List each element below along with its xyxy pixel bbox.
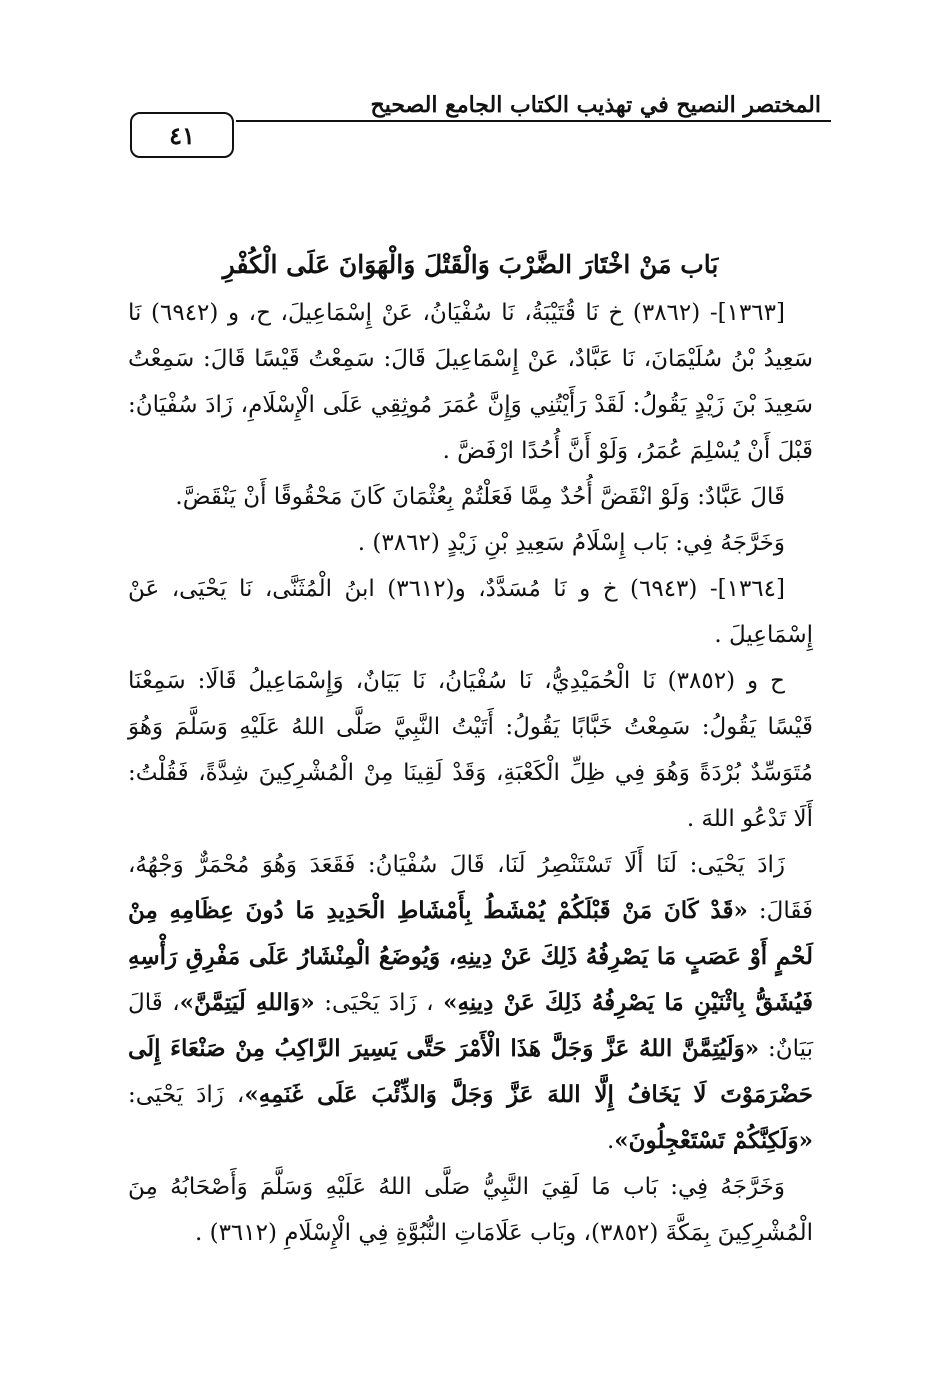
- hadith-1364-paragraph: [١٣٦٤]- (٦٩٤٣) خ و نَا مُسَدَّدٌ، و(٣٦١٢) ابنُ الْمُثَنَّى، نَا يَحْيَى، عَنْ إِسْمَاعِيلَ .: [128, 576, 813, 648]
- takhrij-1363-paragraph: وَخَرَّجَهُ فِي: بَاب إِسْلَامُ سَعِيدِ بْنِ زَيْدٍ (٣٨٦٢) .: [357, 530, 785, 556]
- takhrij-1364-paragraph: وَخَرَّجَهُ فِي: بَاب مَا لَقِيَ النَّبِيُّ صَلَّى اللهُ عَلَيْهِ وَسَلَّمَ وَأَصْحَابُهُ مِنَ الْمُشْرِكِينَ بِمَكَّةَ (٣٨٥٢)، وبَاب عَلَامَاتِ النُّبُوَّةِ فِي الْإِسْلَامِ (٣٦١٢) .: [128, 1174, 813, 1246]
- running-header-title: المختصر النصيح في تهذيب الكتاب الجامع الصحيح: [370, 92, 821, 118]
- abbad-note-paragraph: قَالَ عَبَّادٌ: وَلَوْ انْقَضَّ أُحُدٌ مِمَّا فَعَلْتُمْ بِعُثْمَانَ كَانَ مَحْقُوقًا أَنْ يَنْقَضَّ.: [175, 484, 785, 510]
- chapter-title: بَاب مَنْ اخْتَارَ الضَّرْبَ وَالْقَتْلَ وَالْهَوَانَ عَلَى الْكُفْرِ: [222, 250, 719, 279]
- page-body: [128, 240, 813, 1256]
- prophetic-quote-2: «وَاللهِ لَيَتِمَّنَّ»: [179, 989, 315, 1016]
- matn-end: .: [606, 1128, 615, 1154]
- hadith-1363-paragraph: [١٣٦٣]- (٣٨٦٢) خ نَا قُتَيْبَةُ، نَا سُفْيَانُ، عَنْ إِسْمَاعِيلَ، ح، و (٦٩٤٢) نَا سَعِيدُ بْنُ سُلَيْمَانَ، نَا عَبَّادٌ، عَنْ إِسْمَاعِيلَ قَالَ: سَمِعْتُ قَيْسًا قَالَ: سَمِعْتُ سَعِيدَ بْنَ زَيْدٍ يَقُولُ: لَقَدْ رَأَيْتُنِي وَإِنَّ عُمَرَ مُوثِقِي عَلَى الْإِسْلَامِ، زَادَ سُفْيَانُ: قَبْلَ أَنْ يُسْلِمَ عُمَرُ، وَلَوْ أَنَّ أُحُدًا ارْفَضَّ .: [128, 300, 813, 464]
- hadith-1364-matn-paragraph: [128, 842, 813, 1164]
- hadith-1364-chain-paragraph: ح و (٣٨٥٢) نَا الْحُمَيْدِيُّ، نَا سُفْيَانُ، نَا بَيَانٌ، وَإِسْمَاعِيلُ قَالَا: سَمِعْنَا قَيْسًا يَقُولُ: سَمِعْتُ خَبَّابًا يَقُولُ: أَتَيْتُ النَّبِيَّ صَلَّى اللهُ عَلَيْهِ وَسَلَّمَ وَهُوَ مُتَوَسِّدٌ بُرْدَةً وَهُوَ فِي ظِلِّ الْكَعْبَةِ، وَقَدْ لَقِينَا مِنْ الْمُشْرِكِينَ شِدَّةً، فَقُلْتُ: أَلَا تَدْعُو اللهَ .: [128, 668, 813, 832]
- matn-connector-2: ، قَالَ بَيَانٌ:: [128, 990, 813, 1062]
- page-number-box: [130, 112, 234, 158]
- matn-connector-1: ، زَادَ يَحْيَى:: [314, 990, 444, 1016]
- header-rule: [236, 120, 831, 122]
- matn-connector-3: ، زَادَ يَحْيَى:: [128, 1082, 245, 1108]
- prophetic-quote-1: «قَدْ كَانَ مَنْ قَبْلَكُمْ يُمْشَطُ بِأَمْشَاطِ الْحَدِيدِ مَا دُونَ عِظَامِهِ مِنْ لَحْمٍ أَوْ عَصَبٍ مَا يَصْرِفُهُ ذَلِكَ عَنْ دِينِهِ، وَيُوضَعُ الْمِنْشَارُ عَلَى مَفْرِقِ رَأْسِهِ فَيُشَقُّ بِاثْنَيْنِ مَا يَصْرِفُهُ ذَلِكَ عَنْ دِينِهِ»: [128, 897, 813, 1016]
- prophetic-quote-4: «وَلَكِنَّكُمْ تَسْتَعْجِلُونَ»: [614, 1127, 813, 1154]
- page-number: ٤١: [169, 120, 195, 150]
- prophetic-quote-3: «وَلَيُتِمَّنَّ اللهُ عَزَّ وَجَلَّ هَذَا الْأَمْرَ حَتَّى يَسِيرَ الرَّاكِبُ مِنْ صَنْعَاءَ إِلَى حَضْرَمَوْتَ لَا يَخَافُ إِلَّا اللهَ عَزَّ وَجَلَّ وَالذِّئْبَ عَلَى غَنَمِهِ»: [128, 1035, 813, 1108]
- matn-intro: زَادَ يَحْيَى: لَنَا أَلَا تَسْتَنْصِرُ لَنَا، قَالَ سُفْيَانُ: فَقَعَدَ وَهُوَ مُحْمَرٌّ وَجْهُهُ، فَقَالَ:: [128, 852, 813, 924]
